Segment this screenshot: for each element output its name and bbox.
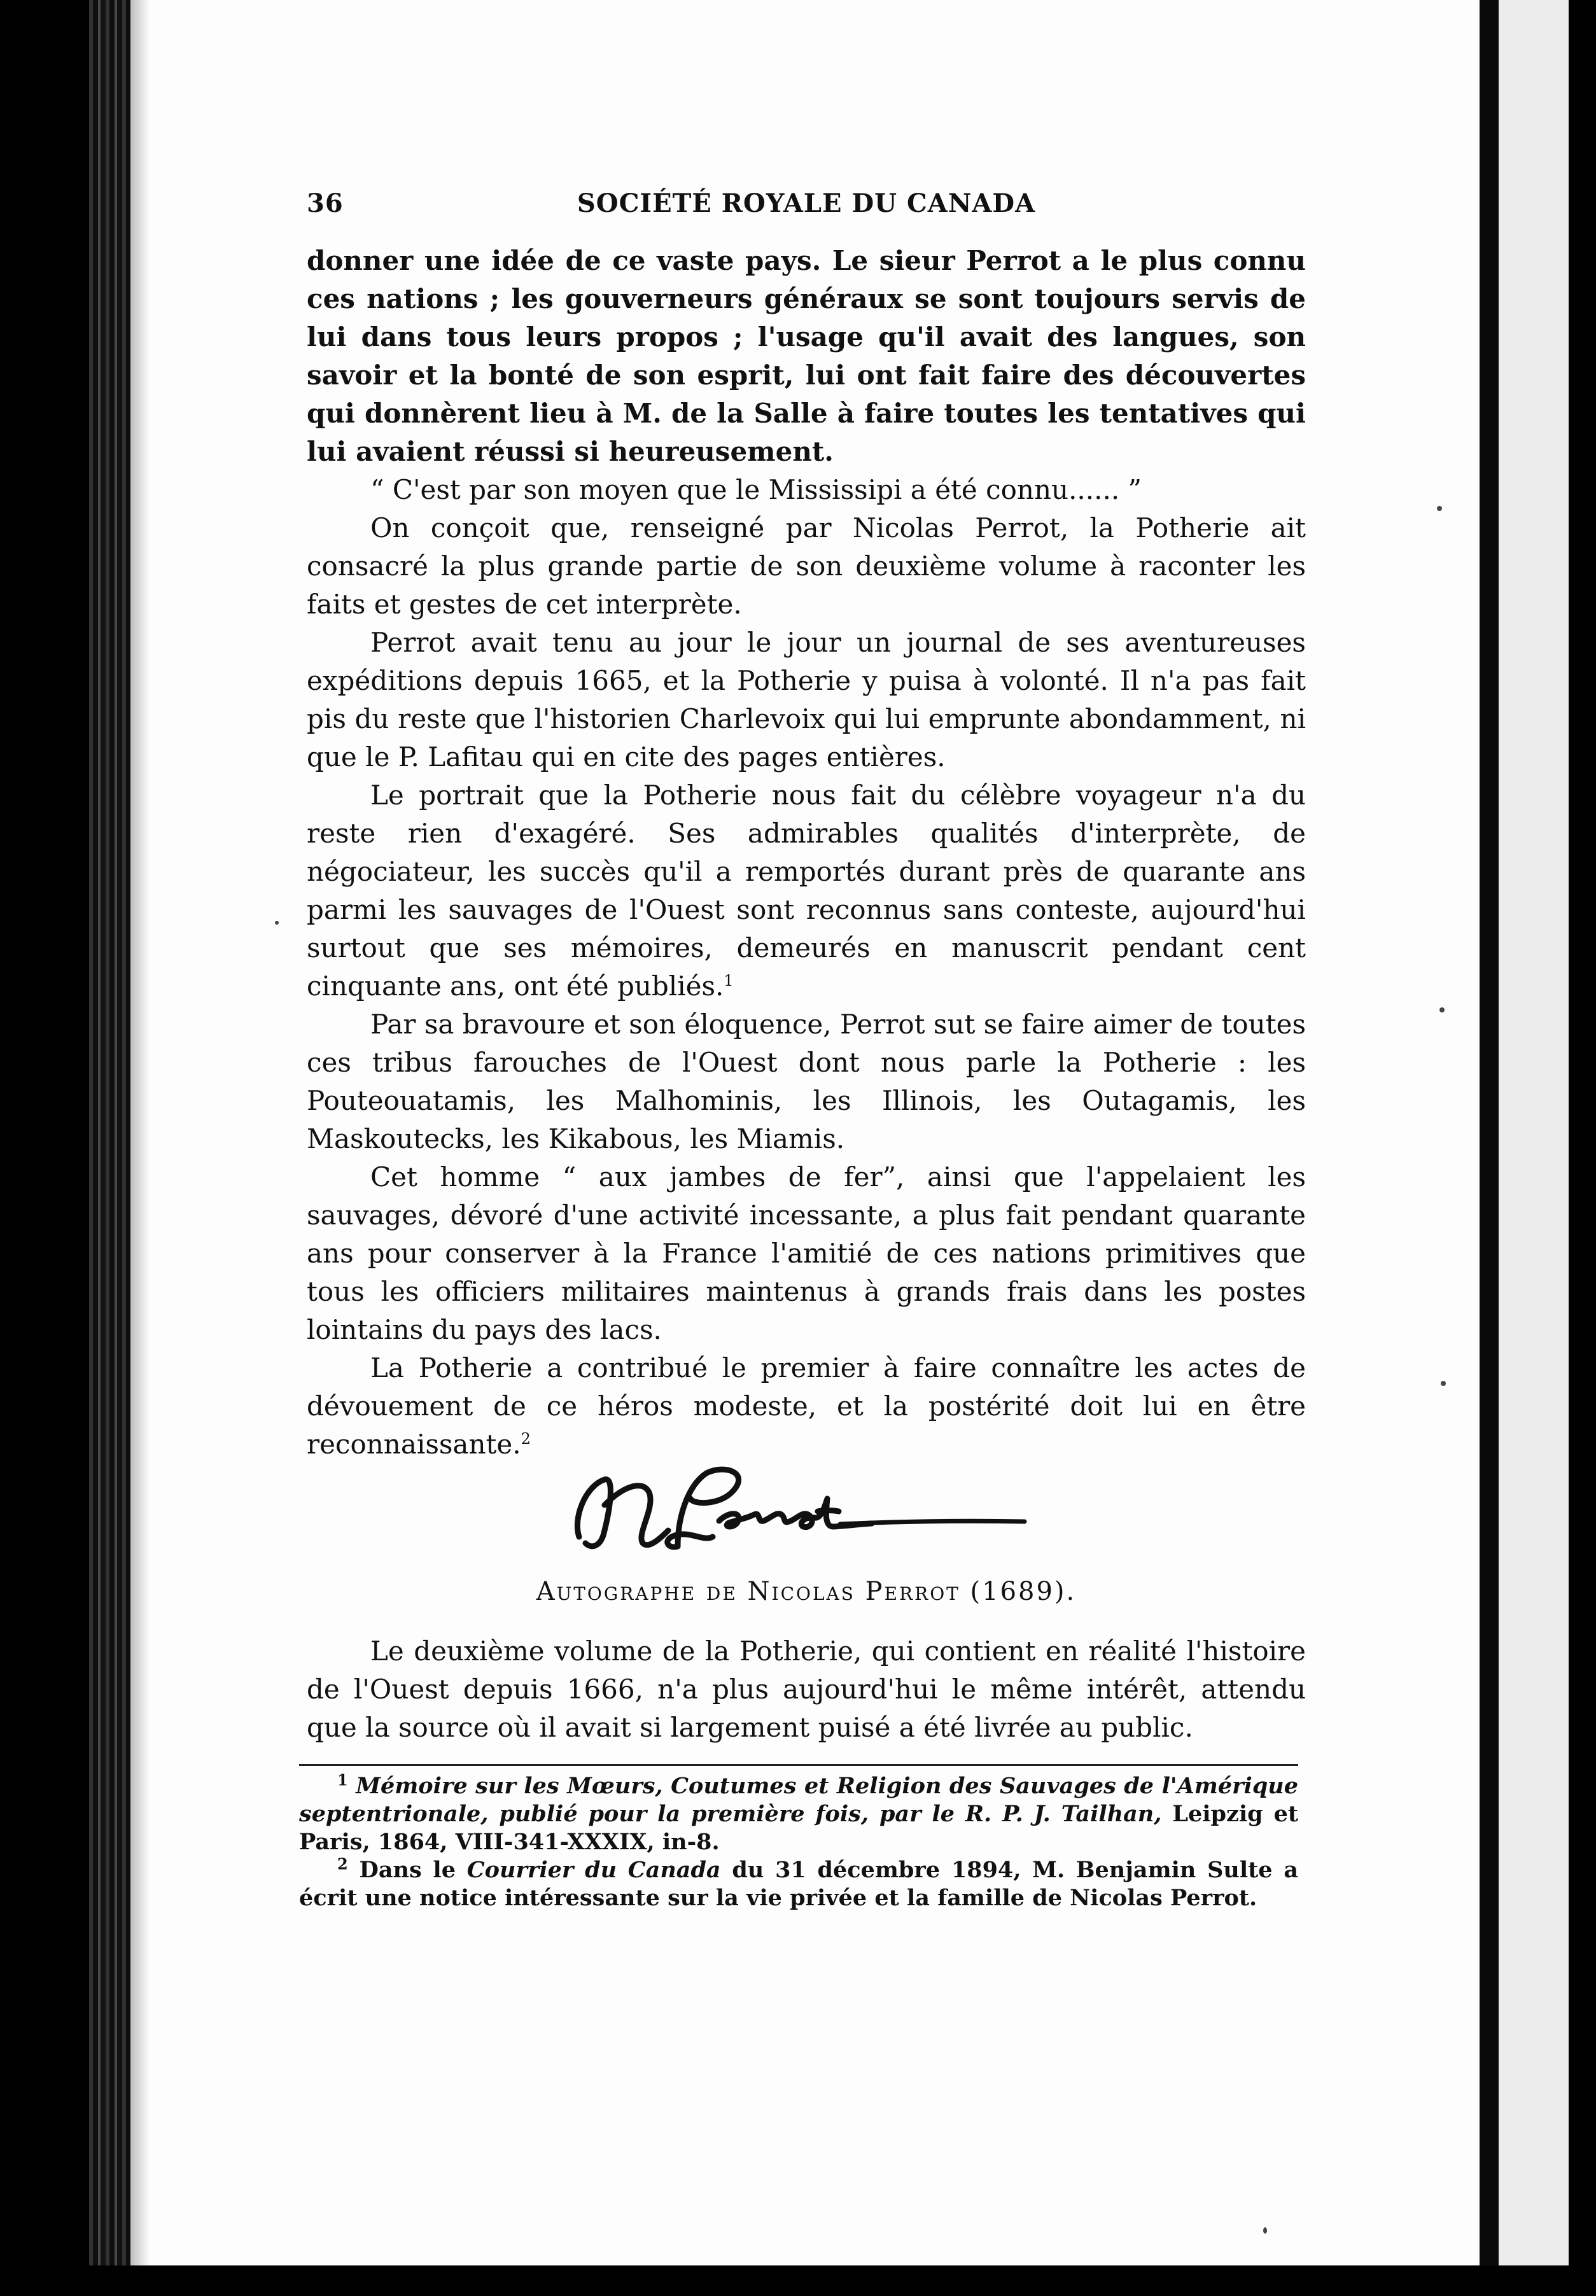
next-page-sliver [1499, 0, 1569, 2265]
footnote-1-marker: 1 [337, 1770, 348, 1789]
closing-text [307, 1632, 1306, 1747]
paragraph-4 [307, 776, 1306, 1005]
footnote-1-title: Mémoire sur les Mœurs, Coutumes et Religion des Sauvages de l'Amérique septentrionale, publié pour la première fois, par le R. P. J. Tailhan, [299, 1773, 1299, 1827]
paragraph-7-text: La Potherie a contribué le premier à faire connaître les actes de dévouement de ce héros modeste, et la postérité doit lui en être reconnaissante. [307, 1352, 1306, 1460]
running-title: SOCIÉTÉ ROYALE DU CANADA [577, 188, 1036, 218]
footnote-2 [299, 1856, 1298, 1912]
paragraph-7 [307, 1349, 1306, 1464]
paragraph-3: Perrot avait tenu au jour le jour un journal de ses aventureuses expéditions depuis 1665, et la Potherie y puisa à volonté. Il n'a pas fait pis du reste que l'historien Charlevoix qui lui emprunte abondamment, ni que le P. Lafitau qui en cite des pages entières. [307, 627, 1306, 773]
quote-line: “ C'est par son moyen que le Mississipi a été connu...... ” [370, 474, 1142, 505]
paragraph-6: Cet homme “ aux jambes de fer”, ainsi que l'appelaient les sauvages, dévoré d'une activité incessante, a plus fait pendant quarante ans pour conserver à la France l'amitié de ces nations primitives que tous les officiers militaires maintenus à grands frais dans les postes lointains du pays des lacs. [307, 1161, 1306, 1345]
next-page-edge [1569, 0, 1596, 2265]
paragraph-2: On conçoit que, renseigné par Nicolas Perrot, la Potherie ait consacré la plus grande partie de son deuxième volume à raconter les faits et gestes de cet interprète. [307, 512, 1306, 620]
page-right-border [1480, 0, 1499, 2265]
paragraph-5: Par sa bravoure et son éloquence, Perrot sut se faire aimer de toutes ces tribus farouches de l'Ouest dont nous parle la Potherie : les Pouteouatamis, les Malhominis, les Illinois, les Outagamis, les Maskoutecks, les Kikabous, les Miamis. [307, 1009, 1306, 1154]
footnote-2-journal: Courrier du Canada [466, 1857, 721, 1883]
footnote-ref-1: 1 [724, 972, 734, 990]
main-text [307, 185, 1306, 1464]
book-edge-left [89, 0, 134, 2265]
footnote-2-marker: 2 [337, 1854, 348, 1873]
closing-paragraph: Le deuxième volume de la Potherie, qui contient en réalité l'histoire de l'Ouest depuis 1666, n'a plus aujourd'hui le même intérêt, attendu que la source où il avait si largement puisé a été livrée au public. [307, 1635, 1306, 1743]
signature-autograph [566, 1460, 1037, 1562]
footnote-1-rest: Leipzig et Paris, 1864, VIII-341-XXXIX, in-8. [299, 1801, 1299, 1855]
paragraph-1: donner une idée de ce vaste pays. Le sieur Perrot a le plus connu ces nations ; les gouverneurs généraux se sont toujours servis de lui dans tous leurs propos ; l'usage qu'il avait des langues, son savoir et la bonté de son esprit, lui ont fait faire des découvertes qui donnèrent lieu à M. de la Salle à faire toutes les tentatives qui lui avaient réussi si heureusement. [307, 245, 1306, 467]
footnotes [299, 1772, 1298, 1912]
footnote-ref-2: 2 [521, 1430, 531, 1448]
footnote-1 [299, 1772, 1298, 1856]
running-head [307, 185, 1306, 242]
footnote-rule [299, 1764, 1298, 1766]
page-number: 36 [307, 188, 344, 218]
figure-caption: Autographe de Nicolas Perrot (1689). [536, 1577, 1077, 1606]
footnote-2-rest: du 31 décembre 1894, M. Benjamin Sulte a écrit une notice intéressante sur la vie privée et la famille de Nicolas Perrot. [299, 1857, 1299, 1911]
paragraph-4-text: Le portrait que la Potherie nous fait du célèbre voyageur n'a du reste rien d'exagéré. Ses admirables qualités d'interprète, de négociateur, les succès qu'il a remportés durant près de quarante ans parmi les sauvages de l'Ouest sont reconnus sans conteste, aujourd'hui surtout que ses mémoires, demeurés en manuscrit pendant cent cinquante ans, ont été publiés. [307, 780, 1306, 1002]
scan-bottom-border [0, 2265, 1596, 2296]
footnote-2-pre: Dans le [359, 1857, 456, 1883]
page-gutter-shadow [130, 0, 150, 2265]
